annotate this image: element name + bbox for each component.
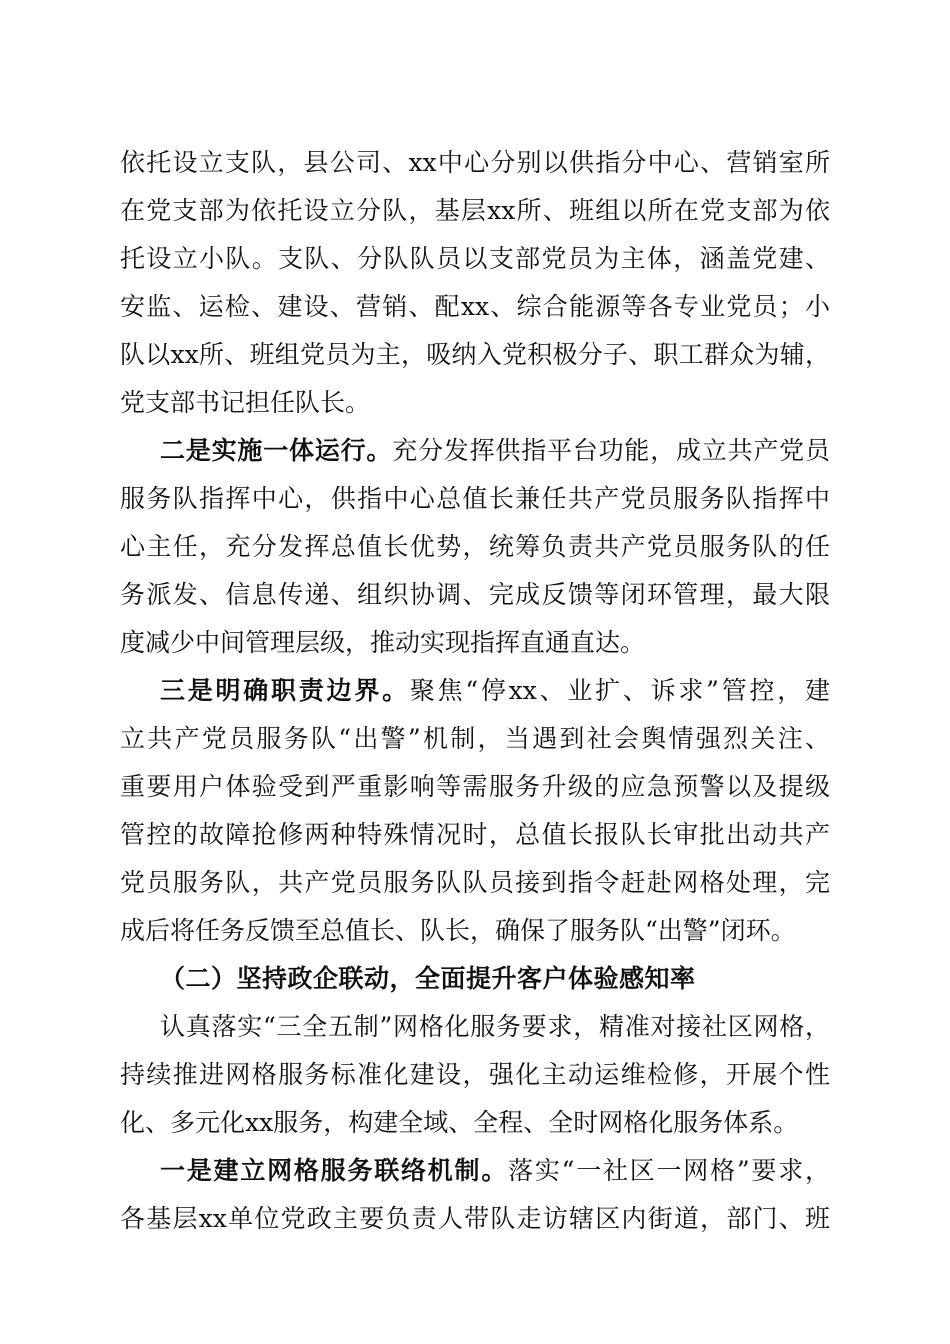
paragraph-text: 落实“一社区一网格”要求， — [508, 1156, 830, 1185]
text-line: 党员服务队，共产党员服务队队员接到指令赶赴网格处理，完 — [120, 868, 830, 897]
paragraph-lead: 一是建立网格服务联络机制。 — [160, 1156, 509, 1185]
paragraph-text: 聚焦“停xx、业扩、诉求”管控，建 — [409, 676, 830, 705]
text-line: 重要用户体验受到严重影响等需服务升级的应急预警以及提级 — [120, 772, 830, 801]
text-line: 管控的故障抢修两种特殊情况时，总值长报队长审批出动共产 — [120, 820, 830, 849]
text-line: 依托设立支队，县公司、xx中心分别以供指分中心、营销室所 — [120, 148, 830, 177]
text-line: 务派发、信息传递、组织协调、完成反馈等闭环管理，最大限 — [120, 580, 830, 609]
text-line: 在党支部为依托设立分队，基层xx所、班组以所在党支部为依 — [120, 196, 830, 225]
paragraph-lead: 三是明确职责边界。 — [160, 676, 410, 705]
text-line: 队以xx所、班组党员为主，吸纳入党积极分子、职工群众为辅， — [120, 340, 830, 369]
paragraph-first-line — [160, 1154, 830, 1188]
paragraph-first-line — [160, 434, 830, 468]
text-line: 心主任，充分发挥总值长优势，统筹负责共产党员服务队的任 — [120, 532, 830, 561]
paragraph-text: 充分发挥供指平台功能，成立共产党员 — [392, 436, 830, 465]
text-line: 安监、运检、建设、营销、配xx、综合能源等各专业党员；小 — [120, 292, 830, 321]
text-line: 各基层xx单位党政主要负责人带队走访辖区内街道，部门、班 — [120, 1204, 830, 1233]
text-line: 度减少中间管理层级，推动实现指挥直通直达。 — [120, 628, 646, 657]
text-line: 持续推进网格服务标准化建设，强化主动运维检修，开展个性 — [120, 1060, 830, 1089]
text-line: 服务队指挥中心，供指中心总值长兼任共产党员服务队指挥中 — [120, 484, 830, 513]
section-heading: （二）坚持政企联动，全面提升客户体验感知率 — [160, 964, 696, 993]
paragraph-first-line — [160, 674, 830, 708]
text-line: 立共产党员服务队“出警”机制，当遇到社会舆情强烈关注、 — [120, 724, 830, 753]
text-line: 认真落实“三全五制”网格化服务要求，精准对接社区网格， — [160, 1012, 830, 1041]
text-line: 党支部书记担任队长。 — [120, 388, 371, 417]
text-line: 成后将任务反馈至总值长、队长，确保了服务队“出警”闭环。 — [120, 916, 796, 945]
paragraph-lead: 二是实施一体运行。 — [160, 436, 393, 465]
text-line: 托设立小队。支队、分队队员以支部党员为主体，涵盖党建、 — [120, 244, 830, 273]
text-line: 化、多元化xx服务，构建全域、全程、全时网格化服务体系。 — [120, 1108, 799, 1137]
